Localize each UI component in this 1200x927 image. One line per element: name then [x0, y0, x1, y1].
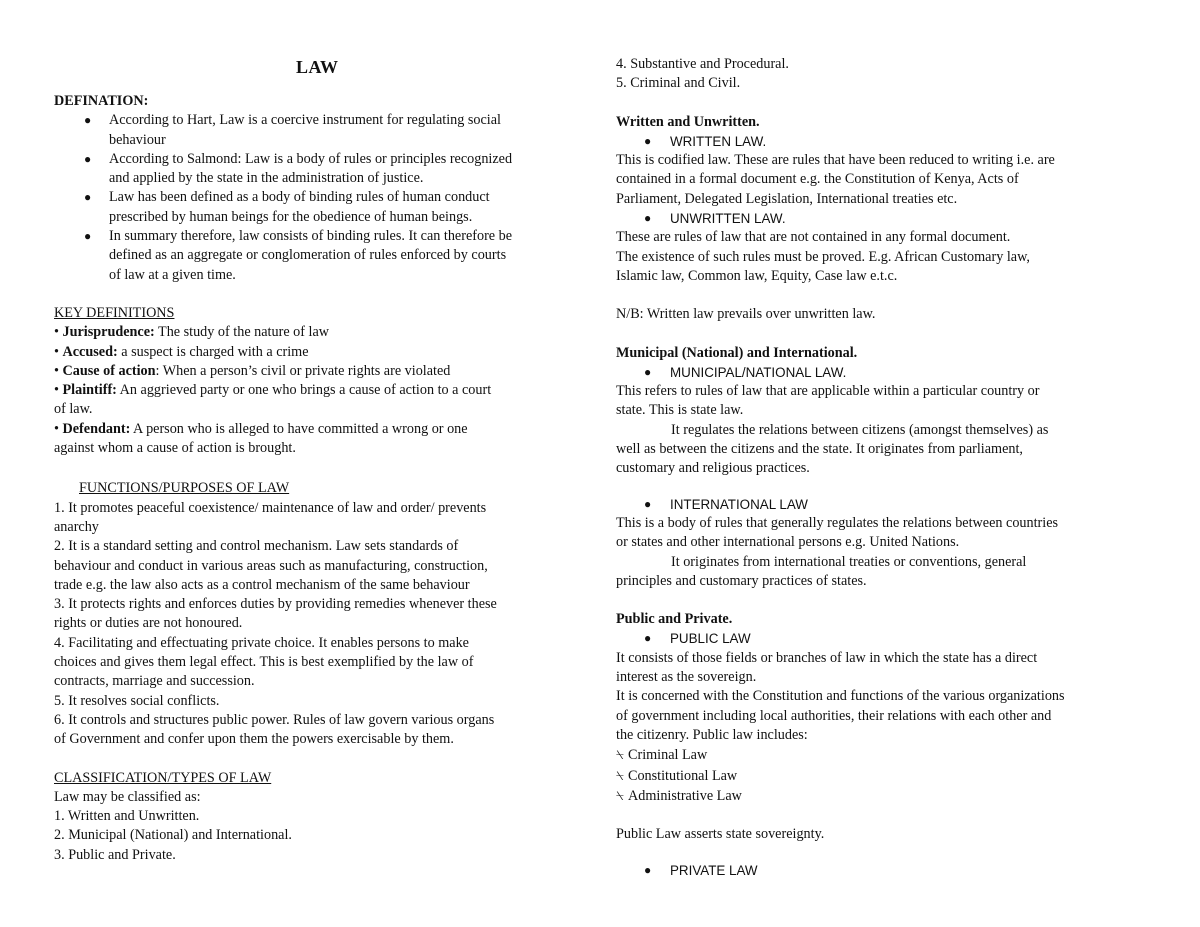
tick-icon: ⍀ [616, 747, 624, 763]
classification-intro: Law may be classified as: [54, 788, 201, 805]
public-law-bullet: ● PUBLIC LAW [616, 629, 1156, 648]
classification-item-5: 5. Criminal and Civil. [616, 75, 741, 92]
function-line: 2. It is a standard setting and control mechanism. Law sets standards of [54, 538, 459, 555]
key-def-plaintiff: • Plaintiff: An aggrieved party or one who brings a cause of action to a court of law. [54, 382, 492, 418]
bullet-icon: ● [84, 229, 92, 244]
function-line: behaviour and conduct in various areas such as manufacturing, construction, [54, 557, 488, 574]
left-column [54, 0, 594, 865]
public-include-2: ⍀ Constitutional Law [616, 767, 738, 784]
definition-item [54, 150, 594, 189]
definition-line: Law has been defined as a body of binding rules of human conduct [109, 189, 490, 206]
text-line: The existence of such rules must be proved. E.g. African Customary law, [616, 248, 1030, 265]
unwritten-law-text [616, 228, 1156, 286]
text-line: or states and other international persons e.g. United Nations. [616, 534, 960, 551]
written-law-text [616, 151, 1156, 209]
international-indent-text: It originates from international treaties or conventions, general [671, 553, 1027, 570]
definition-heading: DEFINATION: [54, 93, 149, 109]
key-def-cause-of-action: • Cause of action: When a person’s civil or private rights are violated [54, 362, 451, 379]
text-line: well as between the citizens and the state. It originates from parliament, [616, 441, 1023, 458]
classification-item-1: 1. Written and Unwritten. [54, 808, 200, 825]
written-note: N/B: Written law prevails over unwritten law. [616, 306, 876, 323]
international-law-text [616, 514, 1156, 553]
bullet-icon: ● [644, 863, 652, 878]
bullet-icon: ● [84, 113, 92, 128]
text-line: contained in a formal document e.g. the Constitution of Kenya, Acts of [616, 171, 1019, 188]
definition-line: According to Salmond: Law is a body of rules or principles recognized [109, 150, 513, 167]
text-line: These are rules of law that are not contained in any formal document. [616, 229, 1011, 246]
classification-heading: CLASSIFICATION/TYPES OF LAW [54, 769, 272, 786]
text-line: state. This is state law. [616, 402, 744, 419]
bullet-icon: ● [644, 631, 652, 646]
text-line: This refers to rules of law that are applicable within a particular country or [616, 383, 1040, 400]
functions-list [54, 499, 594, 750]
definition-item [54, 227, 594, 285]
text-line: of government including local authorities, their relations with each other and [616, 707, 1052, 724]
municipal-international-heading: Municipal (National) and International. [616, 344, 858, 361]
public-include-3: ⍀ Administrative Law [616, 787, 742, 804]
tick-icon: ⍀ [616, 767, 624, 783]
municipal-law-text [616, 382, 1156, 421]
text-line: This is codified law. These are rules that have been reduced to writing i.e. are [616, 152, 1055, 169]
text-line: This is a body of rules that generally regulates the relations between countries [616, 514, 1059, 531]
function-line: contracts, marriage and succession. [54, 673, 255, 690]
definition-line: and applied by the state in the administration of justice. [109, 170, 424, 187]
key-def-jurisprudence: • Jurisprudence: The study of the nature of law [54, 324, 330, 341]
function-line: 5. It resolves social conflicts. [54, 692, 220, 709]
classification-item-4: 4. Substantive and Procedural. [616, 56, 789, 72]
function-line: rights or duties are not honoured. [54, 615, 243, 632]
definition-item [54, 111, 594, 150]
municipal-law-text-2 [616, 440, 1156, 479]
definition-line: of law at a given time. [109, 266, 236, 283]
municipal-law-bullet: ● MUNICIPAL/NATIONAL LAW. [616, 363, 1156, 382]
public-law-text [616, 649, 1156, 745]
definition-line: According to Hart, Law is a coercive instrument for regulating social [109, 112, 501, 129]
functions-heading: FUNCTIONS/PURPOSES OF LAW [79, 480, 290, 497]
bullet-icon: ● [84, 151, 92, 166]
classification-item-3: 3. Public and Private. [54, 846, 176, 863]
bullet-icon: ● [644, 133, 652, 148]
public-note: Public Law asserts state sovereignty. [616, 826, 825, 843]
function-line: 1. It promotes peaceful coexistence/ maintenance of law and order/ prevents [54, 499, 487, 516]
function-line: 6. It controls and structures public power. Rules of law govern various organs [54, 711, 495, 728]
text-line: interest as the sovereign. [616, 669, 757, 686]
private-law-bullet: ● PRIVATE LAW [616, 861, 1156, 880]
function-line: anarchy [54, 518, 99, 535]
text-line: the citizenry. Public law includes: [616, 726, 808, 743]
definition-list [54, 111, 594, 285]
key-def-accused: • Accused: a suspect is charged with a crime [54, 343, 309, 360]
text-line: principles and customary practices of states. [616, 572, 867, 589]
public-private-heading: Public and Private. [616, 611, 733, 628]
bullet-icon: ● [644, 364, 652, 379]
definition-line: behaviour [109, 131, 166, 148]
definition-line: prescribed by human beings for the obedience of human beings. [109, 208, 473, 225]
function-line: trade e.g. the law also acts as a control mechanism of the same behaviour [54, 576, 470, 593]
document-title: LAW [296, 57, 339, 77]
text-line: customary and religious practices. [616, 460, 810, 477]
right-column [616, 0, 1156, 881]
function-line: 4. Facilitating and effectuating private choice. It enables persons to make [54, 634, 469, 651]
written-law-bullet: ● WRITTEN LAW. [616, 132, 1156, 151]
text-line: Islamic law, Common law, Equity, Case law e.t.c. [616, 267, 898, 284]
function-line: of Government and confer upon them the powers exercisable by them. [54, 731, 454, 748]
bullet-icon: ● [644, 211, 652, 226]
text-line: It consists of those fields or branches of law in which the state has a direct [616, 649, 1038, 666]
public-include-1: ⍀ Criminal Law [616, 747, 708, 764]
function-line: 3. It protects rights and enforces duties by providing remedies whenever these [54, 596, 497, 613]
definition-line: In summary therefore, law consists of binding rules. It can therefore be [109, 228, 513, 245]
bullet-icon: ● [84, 190, 92, 205]
key-def-defendant: • Defendant: A person who is alleged to have committed a wrong or one against whom a cause of action is brought. [54, 420, 468, 457]
municipal-indent-text: It regulates the relations between citizens (amongst themselves) as [671, 421, 1049, 438]
tick-icon: ⍀ [616, 787, 624, 803]
bullet-icon: ● [644, 496, 652, 511]
written-unwritten-heading: Written and Unwritten. [616, 113, 760, 130]
international-law-text-2 [616, 572, 1156, 591]
function-line: choices and gives them legal effect. This is best exemplified by the law of [54, 654, 474, 671]
international-law-bullet: ● INTERNATIONAL LAW [616, 495, 1156, 514]
unwritten-law-bullet: ● UNWRITTEN LAW. [616, 209, 1156, 228]
definition-line: defined as an aggregate or conglomeration of rules enforced by courts [109, 247, 507, 264]
text-line: It is concerned with the Constitution and functions of the various organizations [616, 688, 1065, 705]
classification-item-2: 2. Municipal (National) and International. [54, 827, 292, 844]
definition-item [54, 188, 594, 227]
text-line: Parliament, Delegated Legislation, International treaties etc. [616, 190, 958, 207]
key-definitions-heading: KEY DEFINITIONS [54, 304, 175, 321]
